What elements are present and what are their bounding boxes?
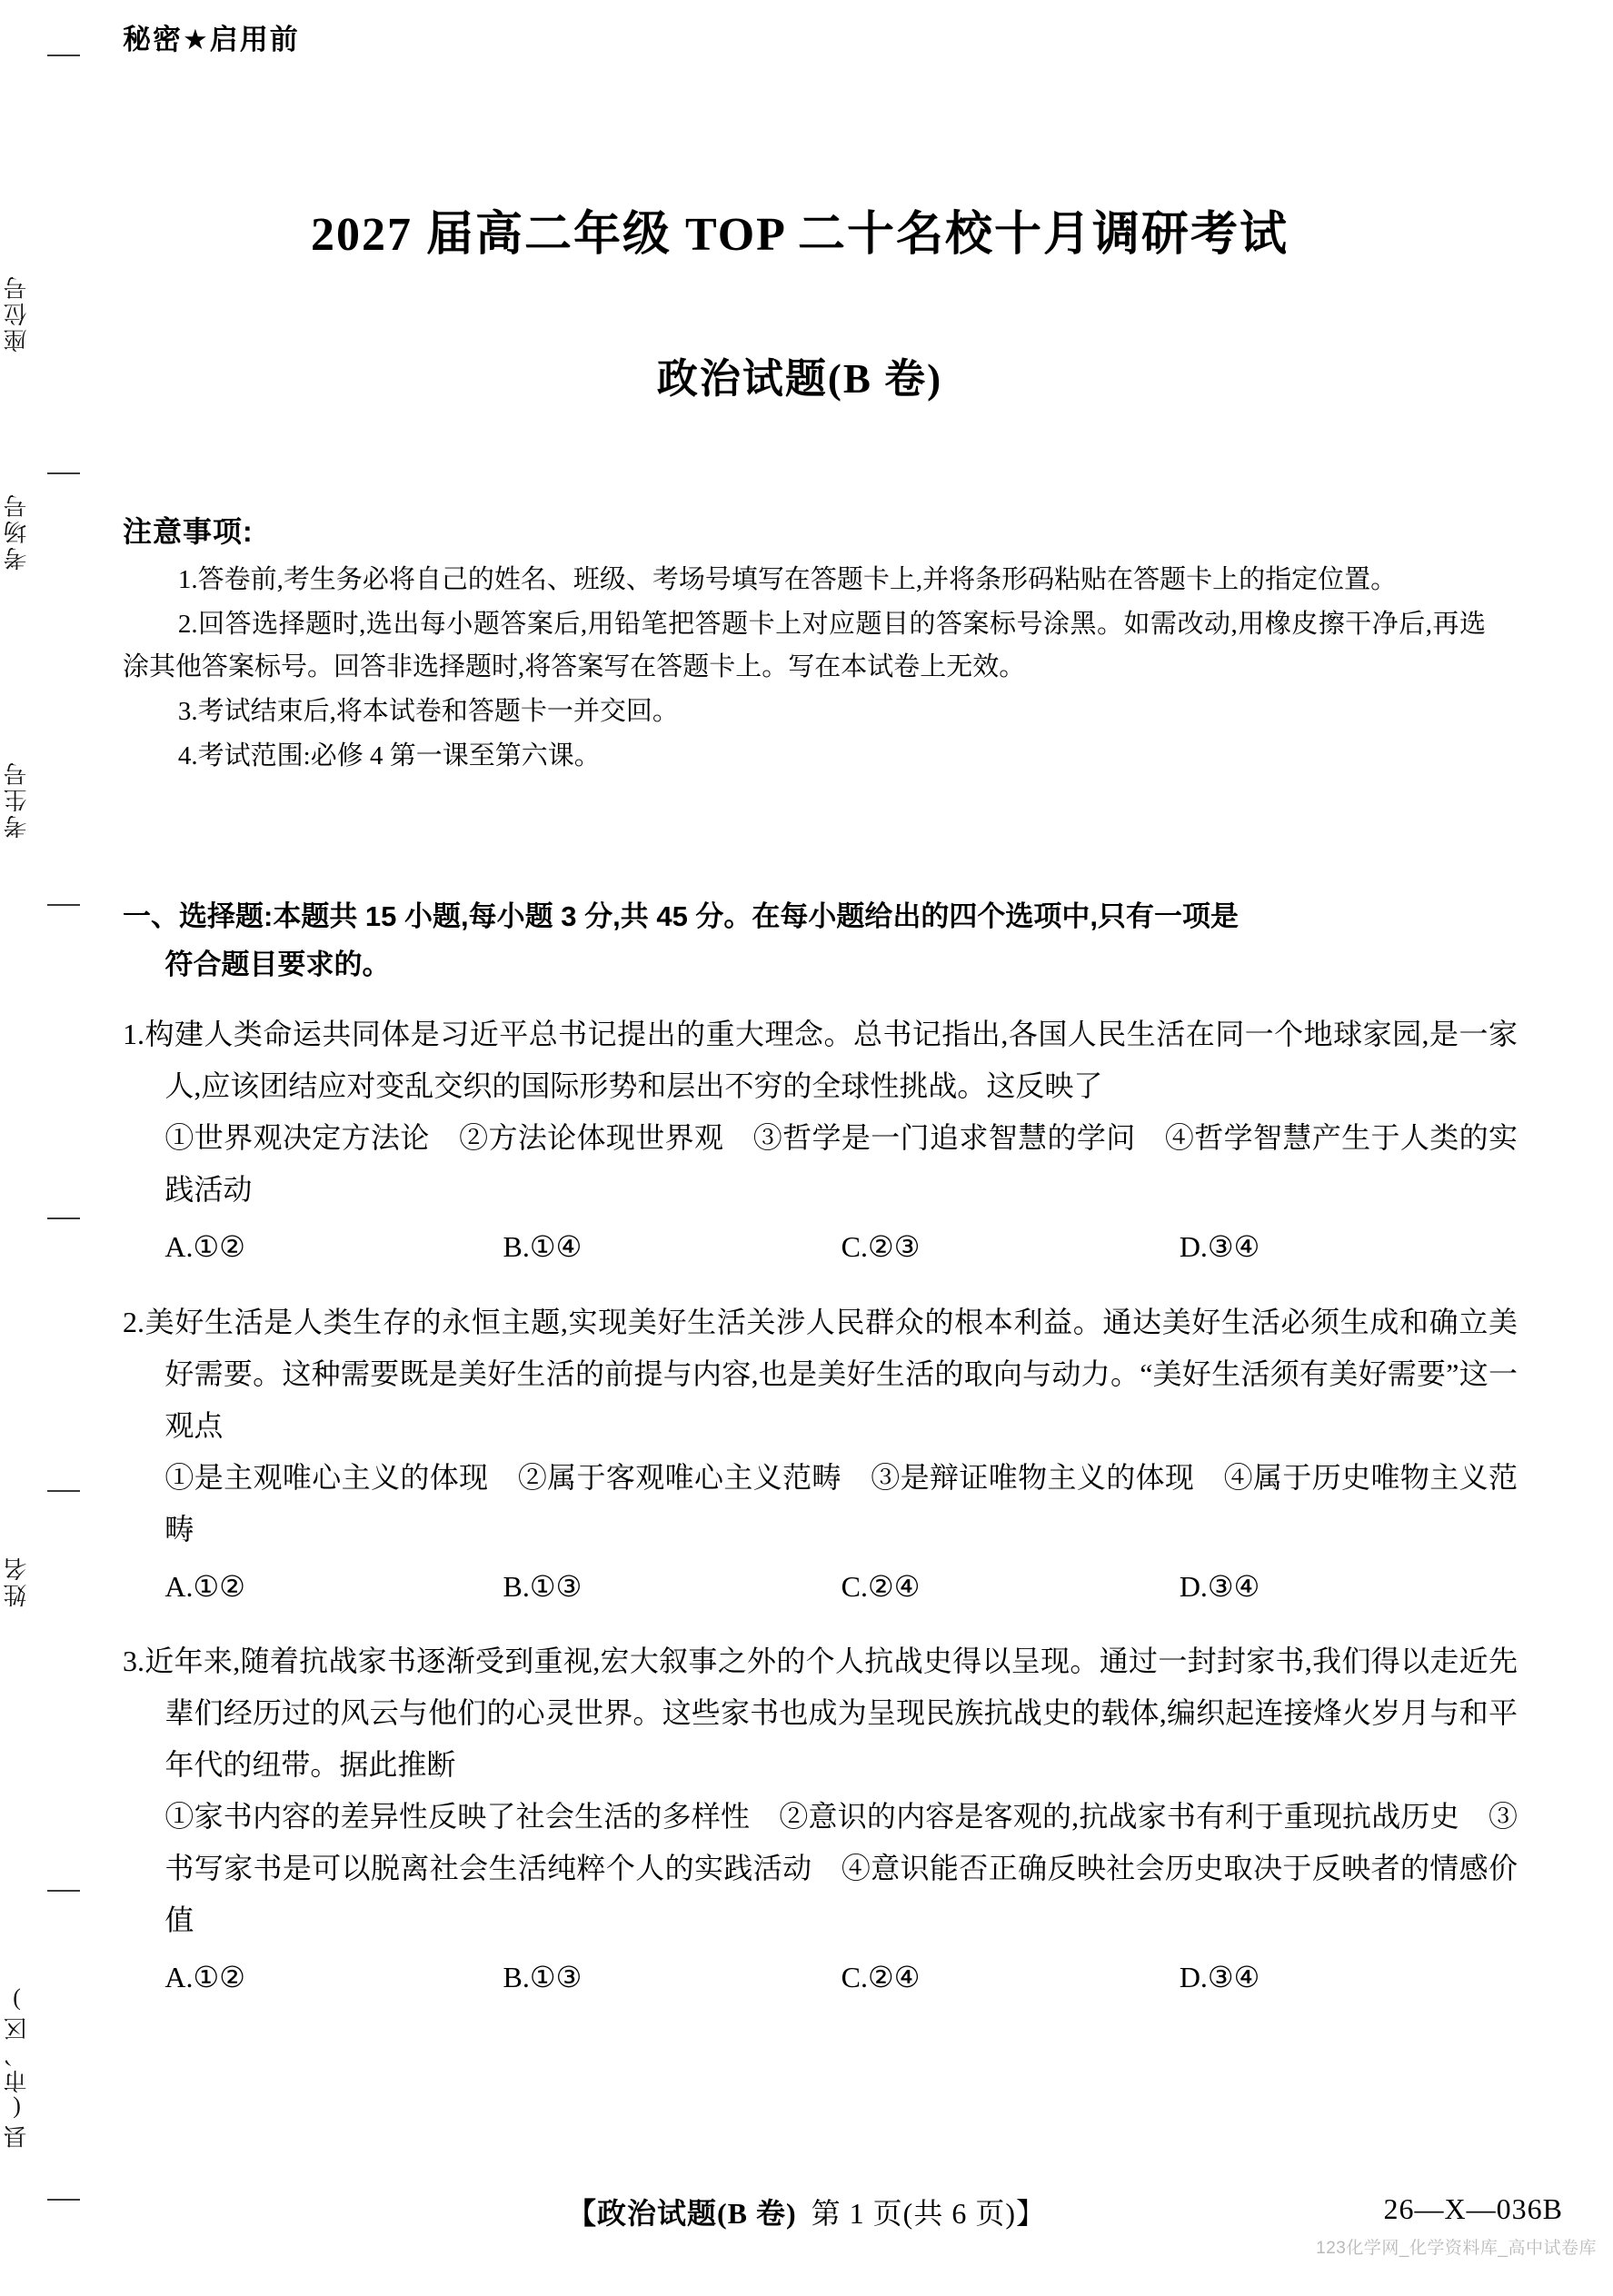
note-item: 4.考试范围:必修 4 第一课至第六课。 (177, 740, 601, 770)
paper-content (100, 0, 1563, 2296)
rail-label-seat-number: 座位号 (4, 273, 30, 353)
choice-b[interactable]: B.①③ (503, 1961, 582, 1994)
question-statements: ①家书内容的差异性反映了社会生活的多样性 ②意识的内容是客观的,抗战家书有利于重现抗战历史 ③书写家书是可以脱离社会生活纯粹个人的实践活动 ④意识能否正确反映社会历史取决于反映者的情感价值 (164, 1800, 1518, 1937)
question-number: 3. (123, 1645, 144, 1678)
question-statements: ①世界观决定方法论 ②方法论体现世界观 ③哲学是一门追求智慧的学问 ④哲学智慧产生于人类的实践活动 (164, 1120, 1518, 1206)
section-heading-line1: 一、选择题:本题共 15 小题,每小题 3 分,共 45 分。在每小题给出的四个选项中,只有一项是 (123, 900, 1240, 932)
question-choices (123, 1221, 1518, 1273)
rail-label-student-number: 考生号 (4, 760, 30, 840)
choice-d[interactable]: D.③④ (1179, 1961, 1260, 1994)
page-title: 2027 届高二年级 TOP 二十名校十月调研考试 (310, 209, 1289, 261)
question-stem-text: 构建人类命运共同体是习近平总书记提出的重大理念。总书记指出,各国人民生活在同一个地球家园,是一家人,应该团结应对变乱交织的国际形势和层出不穷的全球性挑战。这反映了 (144, 1018, 1518, 1102)
choice-a[interactable]: A.①② (164, 1569, 245, 1603)
choice-b[interactable]: B.①④ (503, 1229, 582, 1263)
question-number: 2. (123, 1305, 144, 1338)
footer-paper-info (0, 2191, 1613, 2232)
rail-divider (47, 904, 80, 906)
choice-a[interactable]: A.①② (164, 1229, 245, 1263)
question-number: 1. (123, 1018, 144, 1050)
question-stem-text: 美好生活是人类生存的永恒主题,实现美好生活关涉人民群众的根本利益。通达美好生活必须生成和确立美好需要。这种需要既是美好生活的前提与内容,也是美好生活的取向与动力。“美好生活须有美好需要”这一观点 (144, 1305, 1518, 1442)
page-footer (0, 2191, 1613, 2258)
choice-d[interactable]: D.③④ (1179, 1229, 1260, 1263)
rail-label-exam-room-number: 考场号 (4, 492, 30, 572)
question-item (123, 1297, 1518, 1613)
question-statements: ①是主观唯心主义的体现 ②属于客观唯心主义范畴 ③是辩证唯物主义的体现 ④属于历史唯物主义范畴 (164, 1460, 1518, 1546)
question-stem (123, 1297, 1518, 1452)
section-heading (123, 892, 1513, 989)
choice-c[interactable]: C.②③ (841, 1229, 921, 1263)
choice-b[interactable]: B.①③ (503, 1569, 582, 1603)
question-stem (123, 1009, 1518, 1112)
footer-paper-code: 26—X—036B (1383, 2192, 1563, 2225)
question-choices (123, 1952, 1518, 2003)
rail-label-county-district: 县(市、区) (4, 1985, 30, 2149)
note-item: 2.回答选择题时,选出每小题答案后,用铅笔把答题卡上对应题目的答案标号涂黑。如需改动,用橡皮擦干净后,再选涂其他答案标号。回答非选择题时,将答案写在答题卡上。写在本试卷上无效。 (123, 609, 1486, 681)
choice-c[interactable]: C.②④ (841, 1569, 921, 1603)
question-stem-text: 近年来,随着抗战家书逐渐受到重视,宏大叙事之外的个人抗战史得以呈现。通过一封封家书,我们得以走近先辈们经历过的风云与他们的心灵世界。这些家书也成为呈现民族抗战史的载体,编织起连接烽火岁月与和平年代的纽带。据此推断 (144, 1645, 1518, 1782)
note-item: 1.答卷前,考生务必将自己的姓名、班级、考场号填写在答题卡上,并将条形码粘贴在答题卡上的指定位置。 (177, 565, 1398, 594)
question-list (123, 1009, 1518, 2027)
footer-page-label: 第 1 页(共 6 页)】 (811, 2197, 1046, 2230)
choice-d[interactable]: D.③④ (1179, 1569, 1260, 1603)
secret-notice: 秘密★启用前 (123, 24, 300, 55)
page-subtitle: 政治试题(B 卷) (656, 356, 943, 402)
rail-divider (47, 1490, 80, 1492)
student-info-rail (0, 0, 100, 2296)
question-item (123, 1009, 1518, 1273)
note-item: 3.考试结束后,将本试卷和答题卡一并交回。 (177, 696, 679, 726)
rail-divider (47, 1218, 80, 1219)
question-choices (123, 1561, 1518, 1613)
rail-divider (47, 55, 80, 56)
rail-divider (47, 1890, 80, 1892)
footer-paper-label: 【政治试题(B 卷) (567, 2197, 797, 2230)
question-stem (123, 1635, 1518, 1791)
rail-label-name: 姓名 (4, 1555, 30, 1607)
choice-a[interactable]: A.①② (164, 1961, 245, 1994)
notes-list (123, 559, 1486, 780)
choice-c[interactable]: C.②④ (841, 1961, 921, 1994)
section-heading-line2: 符合题目要求的。 (164, 949, 391, 981)
watermark-text: 123化学网_化学资料库_高中试卷库 (1316, 2239, 1597, 2258)
question-item (123, 1635, 1518, 2003)
notes-heading: 注意事项: (123, 515, 254, 548)
